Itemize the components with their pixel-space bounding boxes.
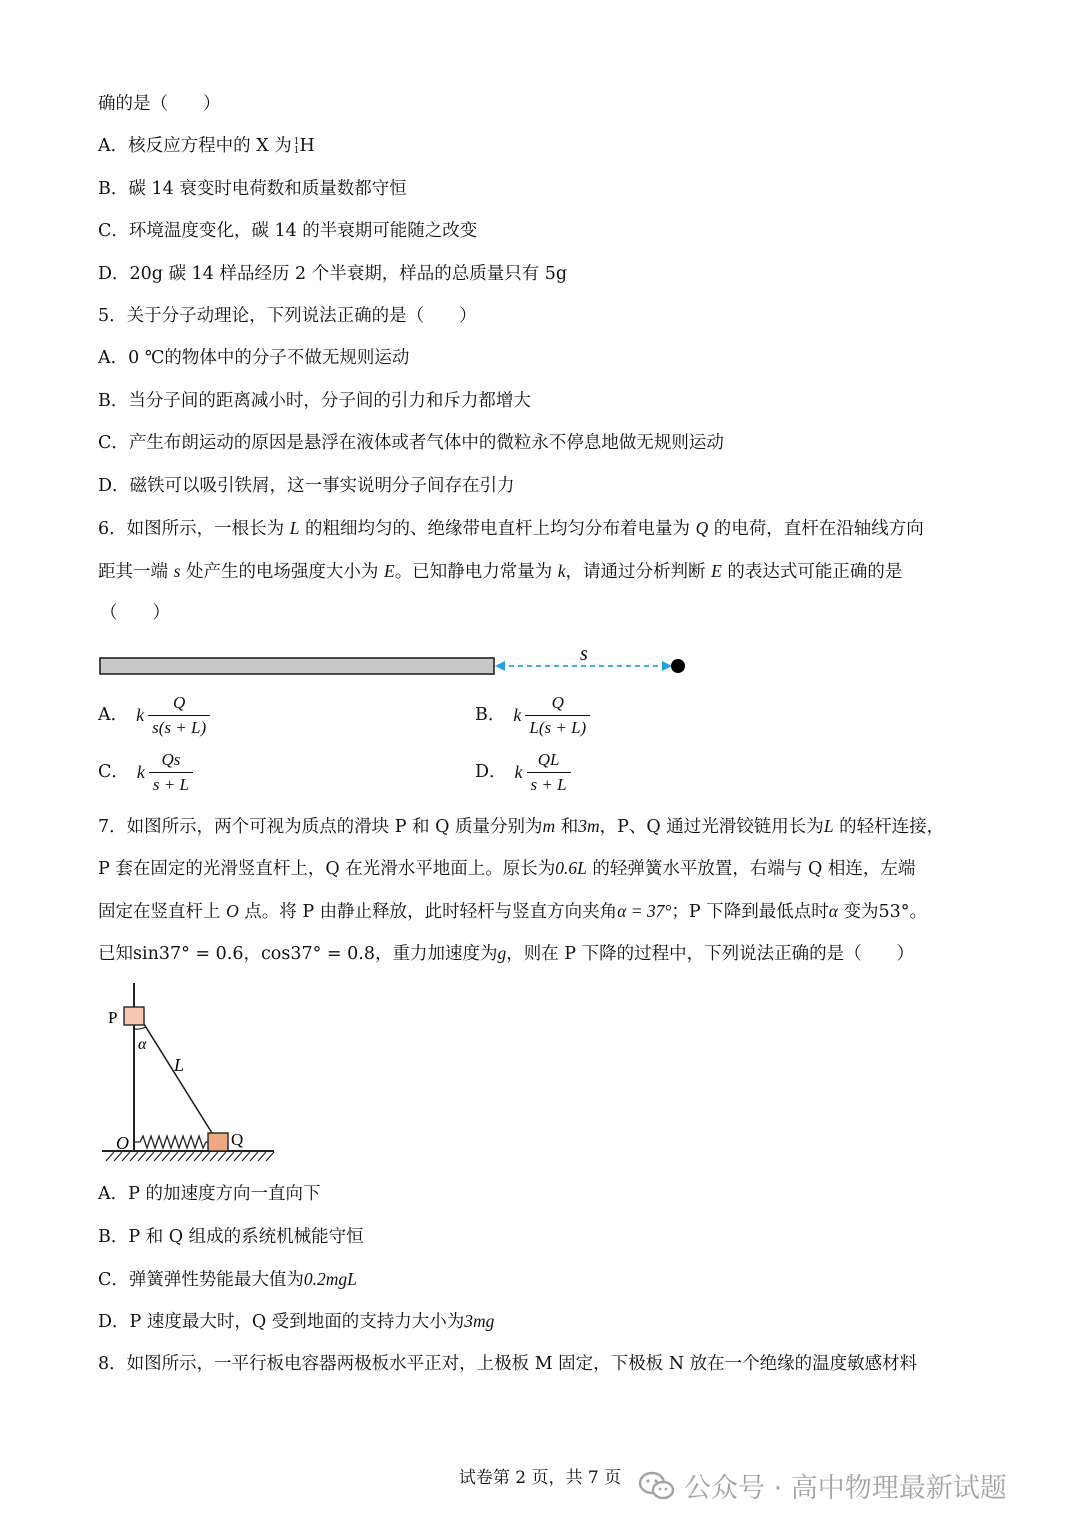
spring [134,1136,208,1148]
label-p: P [108,1008,118,1027]
q5-option-a: A．0 ℃的物体中的分子不做无规则运动 [98,348,410,368]
q4-option-d: D．20g 碳 14 样品经历 2 个半衰期，样品的总质量只有 5g [98,264,568,284]
q6-option-a: A． k $\frac{Q}{s(s + L)}$ [98,693,210,738]
q6-option-b: B． k $\frac{Q}{L(s + L)}$ [475,693,590,738]
slider-p [124,1007,144,1025]
q5-option-c: C．产生布朗运动的原因是悬浮在液体或者气体中的微粒永不停息地做无规则运动 [98,433,724,453]
q6-option-d: D． k $\frac{QL}{s + L}$ [475,750,571,795]
q7-stem-line3: 固定在竖直杆上 O 点。将 P 由静止释放，此时轻杆与竖直方向夹角α = 37°；P 下降到最低点时α 变为53°。 [98,901,928,922]
q6-option-c: C． k $\frac{Qs}{s + L}$ [98,750,193,795]
q7-option-d: D．P 速度最大时，Q 受到地面的支持力大小为3mg [98,1311,495,1332]
label-q: Q [231,1130,244,1149]
charged-rod [100,658,494,674]
angle-arc [134,1027,146,1029]
arrow-head-left [495,661,505,671]
q6-stem-line3: （ ） [100,603,170,623]
watermark [638,1466,1007,1505]
label-alpha: α [138,1036,147,1053]
q6-stem-line1: 6．如图所示，一根长为 L 的粗细均匀的、绝缘带电直杆上均匀分布着电量为 Q 的电荷，直杆在沿轴线方向 [98,518,924,539]
q5-option-b: B．当分子间的距离减小时，分子间的引力和斥力都增大 [98,391,531,411]
q4-stem-end: 确的是（ ） [98,94,221,114]
field-point [671,659,685,673]
slider-q [208,1133,228,1151]
q4-option-a: A．核反应方程中的 X 为 1 1 H [98,136,315,156]
distance-label-s: s [580,643,588,665]
label-o: O [116,1133,129,1153]
wechat-icon [638,1471,676,1501]
q7-slider-figure [96,975,286,1170]
watermark-text: 公众号 · 高中物理最新试题 [684,1473,1007,1504]
q7-option-c: C．弹簧弹性势能最大值为0.2mgL [98,1269,357,1290]
q4-option-c: C．环境温度变化，碳 14 的半衰期可能随之改变 [98,221,478,241]
page-footer: 试卷第 2 页，共 7 页 [458,1468,622,1488]
q6-stem-line2: 距其一端 s 处产生的电场强度大小为 E。已知静电力常量为 k，请通过分析判断 E 的表达式可能正确的是 [98,561,903,582]
q7-stem-line4: 已知sin37° = 0.6，cos37° = 0.8，重力加速度为g，则在 P 下降的过程中，下列说法正确的是（ ） [98,943,915,964]
arrow-head-right [662,661,672,671]
ground-hatching [106,1152,274,1161]
q7-option-b: B．P 和 Q 组成的系统机械能守恒 [98,1227,364,1247]
q8-stem: 8．如图所示，一平行板电容器两极板水平正对，上极板 M 固定，下极板 N 放在一个绝缘的温度敏感材料 [98,1354,918,1374]
q5-stem: 5．关于分子动理论，下列说法正确的是（ ） [98,306,477,326]
q5-option-d: D．磁铁可以吸引铁屑，这一事实说明分子间存在引力 [98,476,515,496]
label-l: L [174,1055,185,1075]
q7-stem-line2: P 套在固定的光滑竖直杆上，Q 在光滑水平地面上。原长为0.6L 的轻弹簧水平放置，右端与 Q 相连，左端 [98,858,916,879]
q7-option-a: A．P 的加速度方向一直向下 [98,1184,321,1204]
q4-option-b: B．碳 14 衰变时电荷数和质量数都守恒 [98,179,407,199]
q7-stem-line1: 7．如图所示，两个可视为质点的滑块 P 和 Q 质量分别为m 和3m，P、Q 通过光滑铰链用长为L 的轻杆连接， [98,816,945,837]
q6-rod-figure [96,640,696,685]
